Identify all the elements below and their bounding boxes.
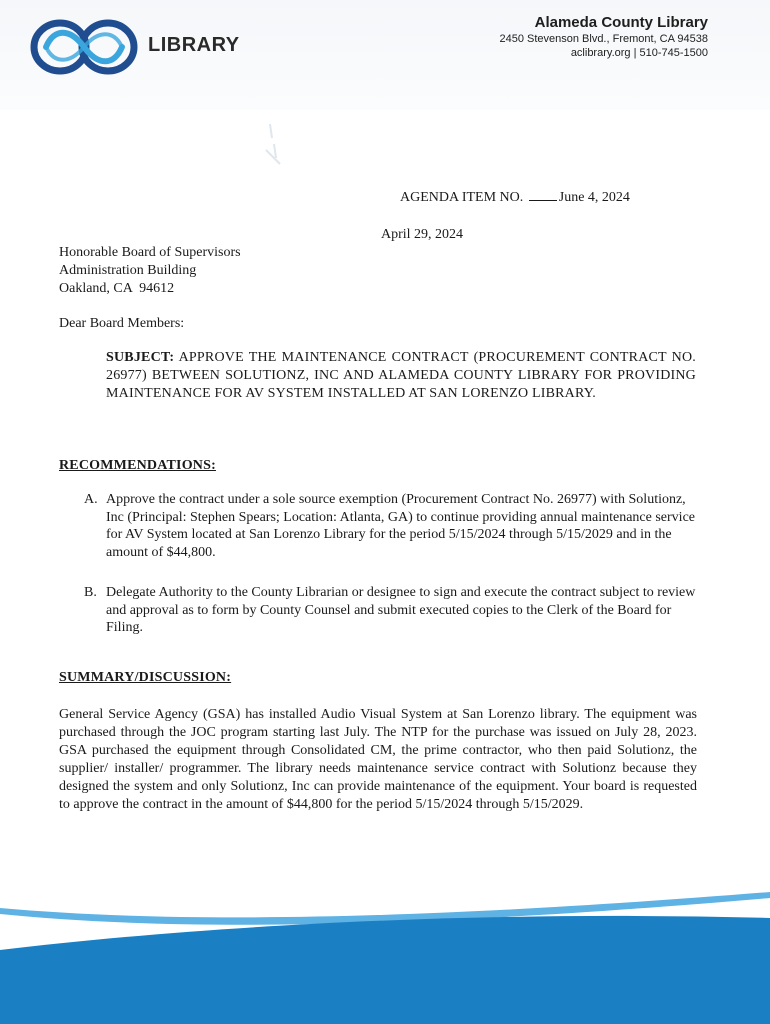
recommendation-letter: B. bbox=[84, 585, 97, 600]
recipient-line-1: Honorable Board of Supervisors bbox=[59, 245, 241, 260]
agenda-number-blank bbox=[529, 188, 557, 201]
letter-date: April 29, 2024 bbox=[381, 227, 464, 242]
recommendation-text: Approve the contract under a sole source exemption (Procurement Contract No. 26977) with Solutionz, Inc (Principal: Stephen Spears; Location: Atlanta, GA) to continue providing annual maintenance service for AV System located at San Lorenzo Library for the period 5/15/2024 through 5/15/2029 and in the amount of $44,800. bbox=[106, 492, 695, 560]
recommendation-text: Delegate Authority to the County Librarian or designee to sign and execute the contract subject to review and approval as to form by County Counsel and submit executed copies to the Clerk of the Board for Filing. bbox=[106, 585, 696, 635]
subject-label: SUBJECT: bbox=[106, 350, 175, 365]
subject-paragraph bbox=[106, 349, 696, 403]
org-address: 2450 Stevenson Blvd., Fremont, CA 94538 bbox=[499, 33, 708, 45]
agenda-date: June 4, 2024 bbox=[558, 190, 630, 205]
logo-wordmark: LIBRARY bbox=[148, 34, 240, 56]
agenda-label: AGENDA ITEM NO. bbox=[400, 190, 524, 205]
recommendation-item bbox=[84, 584, 698, 637]
org-contact: aclibrary.org | 510-745-1500 bbox=[570, 47, 708, 59]
subject-text: APPROVE THE MAINTENANCE CONTRACT (PROCUREMENT CONTRACT NO. 26977) BETWEEN SOLUTIONZ, INC AND ALAMEDA COUNTY LIBRARY FOR PROVIDING MAINTENANCE FOR AV SYSTEM INSTALLED AT SAN LORENZO LIBRARY. bbox=[106, 350, 697, 401]
footer-wave-graphic bbox=[0, 880, 770, 1024]
footer-main-wave bbox=[0, 916, 770, 1024]
summary-paragraph: General Service Agency (GSA) has installed Audio Visual System at San Lorenzo library. The equipment was purchased through the JOC program starting last July. The NTP for the purchase was issued on July 28, 2023. GSA purchased the equipment through Consolidated CM, the prime contractor, who then paid Solutionz, the supplier/ installer/ programmer. The library needs maintenance service contract with Solutionz because they designed the system and only Solutionz, Inc can provide maintenance of the equipment. Your board is requested to approve the contract in the amount of $44,800 for the period 5/15/2024 through 5/15/2029. bbox=[59, 707, 697, 812]
recipient-line-2: Administration Building bbox=[59, 263, 197, 278]
library-contact-block bbox=[499, 14, 708, 60]
recommendations-heading: RECOMMENDATIONS: bbox=[59, 458, 216, 473]
summary-heading: SUMMARY/DISCUSSION: bbox=[59, 670, 232, 685]
recipient-line-3: Oakland, CA 94612 bbox=[59, 281, 175, 296]
recommendation-letter: A. bbox=[84, 492, 98, 507]
salutation: Dear Board Members: bbox=[59, 316, 185, 331]
scan-smudge-mark bbox=[258, 120, 288, 170]
org-name: Alameda County Library bbox=[534, 14, 708, 31]
recipient-address bbox=[59, 244, 241, 298]
agenda-item-line bbox=[400, 188, 630, 207]
recommendation-item bbox=[84, 491, 698, 561]
infinity-logo-icon bbox=[30, 18, 142, 76]
library-logo bbox=[30, 18, 142, 76]
